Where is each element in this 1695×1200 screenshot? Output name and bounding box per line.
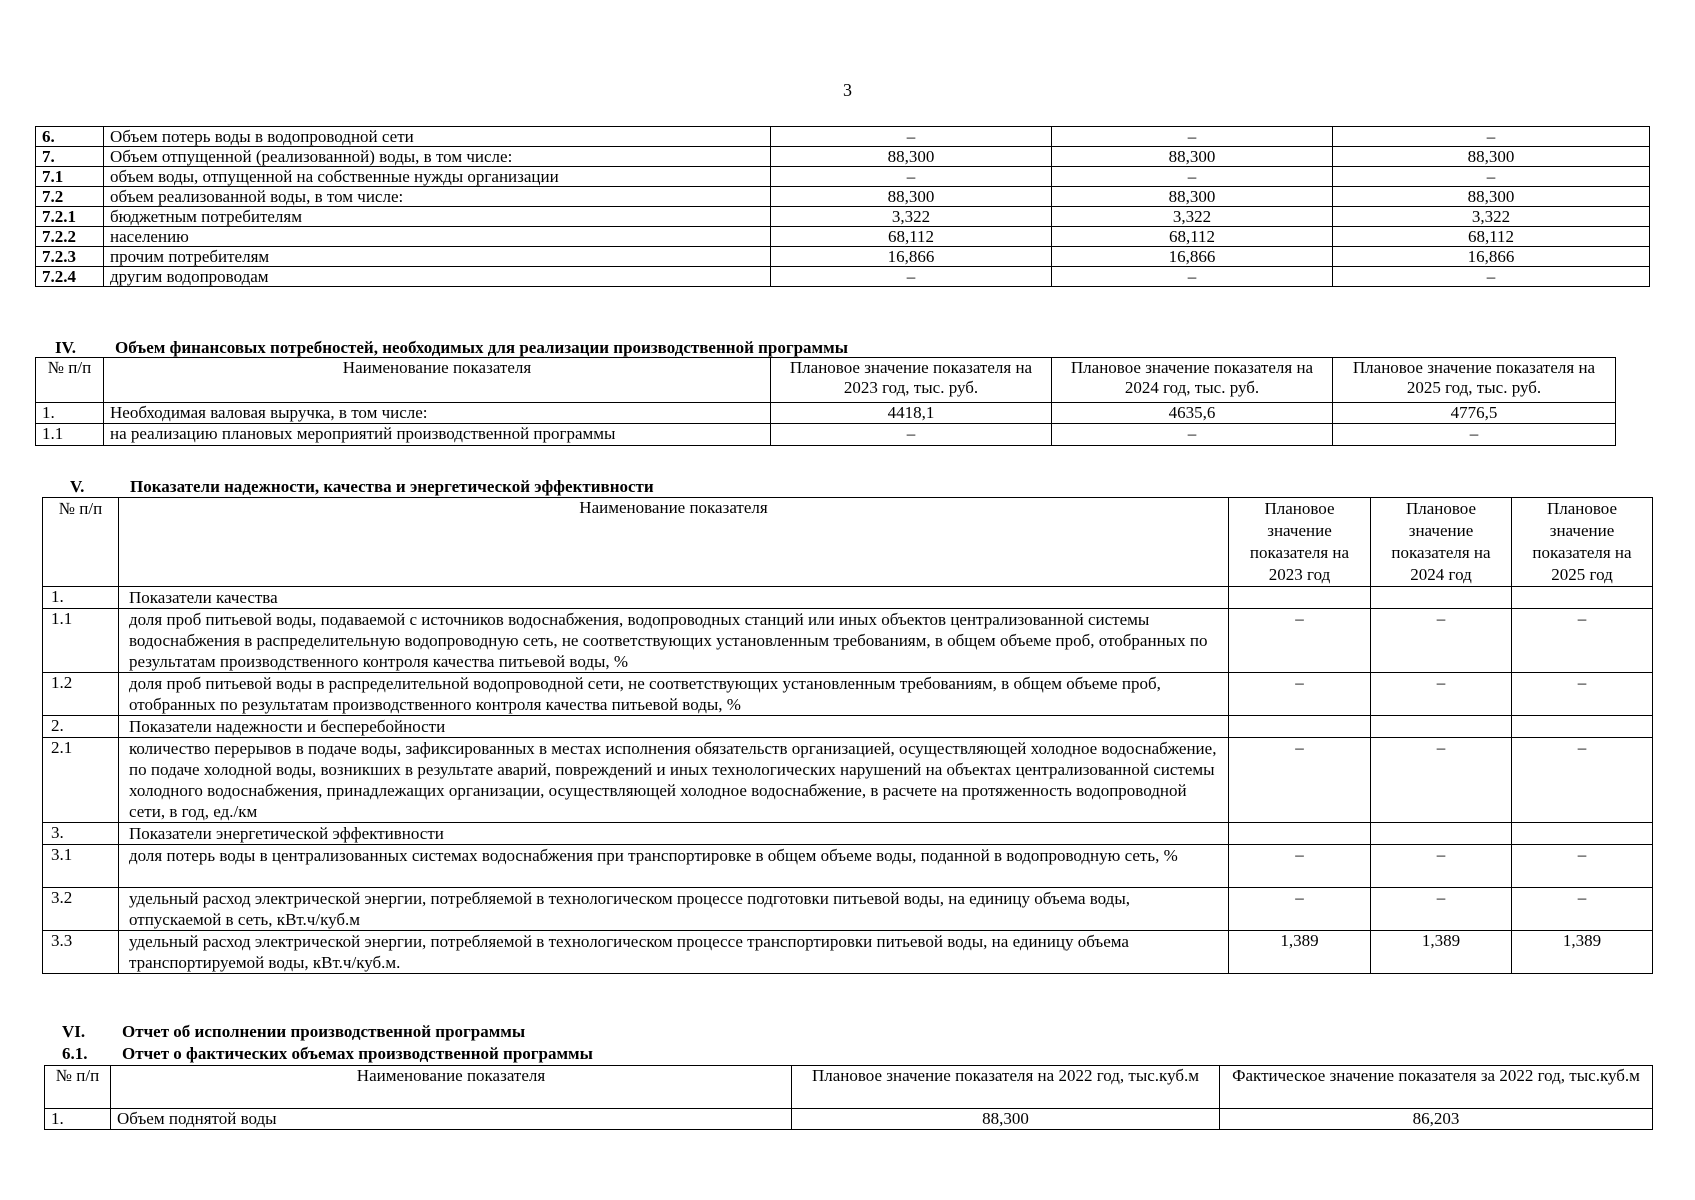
row-name: Показатели качества [119,587,1229,609]
row-name: Показатели энергетической эффективности [119,823,1229,845]
value-2024: 1,389 [1371,931,1512,974]
row-number: 1. [43,587,119,609]
table-row [43,716,1653,738]
value-2023 [1229,823,1371,845]
row-number: 7.2.3 [36,247,104,267]
reliability-header [43,498,1653,587]
section-4-heading: Объем финансовых потребностей, необходимых для реализации производственной программы [115,338,848,357]
value-2025 [1512,587,1653,609]
row-number: 1.2 [43,673,119,716]
value-2024: 4635,6 [1052,403,1333,424]
row-name: доля проб питьевой воды в распределительной водопроводной сети, не соответствующих установленным требованиям, в общем объеме проб, отобранных по результатам производственного контроля качества питьевой воды, % [119,673,1229,716]
header-name: Наименование показателя [119,498,1229,587]
table-row [43,738,1653,823]
value-2024: – [1371,609,1512,673]
table-row [36,187,1650,207]
value-2023 [1229,716,1371,738]
value-2023: – [1229,845,1371,888]
row-name: Показатели надежности и бесперебойности [119,716,1229,738]
row-number: 3.3 [43,931,119,974]
section-6-1-heading: Отчет о фактических объемах производственной программы [122,1044,593,1063]
value-2023: – [1229,609,1371,673]
value-2023: – [1229,673,1371,716]
row-name: объем реализованной воды, в том числе: [104,187,771,207]
actual-volumes-header [45,1066,1653,1109]
row-number: 7. [36,147,104,167]
row-name: Объем отпущенной (реализованной) воды, в том числе: [104,147,771,167]
row-number: 1. [36,403,104,424]
table-row [36,207,1650,227]
row-name: Объем потерь воды в водопроводной сети [104,127,771,147]
header-name: Наименование показателя [104,358,771,403]
section-4-number: IV. [55,338,76,357]
row-number: 3.1 [43,845,119,888]
value-2025: – [1512,609,1653,673]
table-row [36,227,1650,247]
row-name: количество перерывов в подаче воды, зафиксированных в местах исполнения обязательств организацией, осуществляющей холодное водоснабжение, по подаче холодной воды, возникших в результате аварий, повреждений и иных технологических нарушений на объектах централизованной системы холодного водоснабжения, принадлежащих организации, осуществляющей холодное водоснабжение, в расчете на протяженность водопроводной сети, в год, ед./км [119,738,1229,823]
row-name: удельный расход электрической энергии, потребляемой в технологическом процессе транспортировки питьевой воды, на единицу объема транспортируемой воды, кВт.ч/куб.м. [119,931,1229,974]
table-row [36,424,1616,445]
value-2024: 88,300 [1052,147,1333,167]
row-number: 1. [45,1109,111,1130]
table-row [36,167,1650,187]
table-row [36,403,1616,424]
row-number: 2.1 [43,738,119,823]
financial-needs-header [36,358,1616,403]
value-2024: – [1052,167,1333,187]
value-2025: – [1333,127,1650,147]
row-number: 1.1 [36,424,104,445]
row-name: Необходимая валовая выручка, в том числе: [104,403,771,424]
row-number: 2. [43,716,119,738]
header-2024: Плановое значение показателя на 2024 год [1371,498,1512,587]
value-2024: 68,112 [1052,227,1333,247]
header-2025: Плановое значение показателя на 2025 год [1512,498,1653,587]
value-2024: – [1371,845,1512,888]
section-6-number: VI. [62,1022,86,1041]
value-2025: – [1512,738,1653,823]
value-2025: – [1512,845,1653,888]
table-row [36,147,1650,167]
table-row [36,127,1650,147]
value-2023: 88,300 [771,147,1052,167]
value-2024: 3,322 [1052,207,1333,227]
value-2023: 68,112 [771,227,1052,247]
value-2025: 1,389 [1512,931,1653,974]
section-5-heading: Показатели надежности, качества и энергетической эффективности [130,477,654,496]
value-2024: – [1371,673,1512,716]
header-num: № п/п [43,498,119,587]
row-number: 3.2 [43,888,119,931]
table-row [43,931,1653,974]
value-2025 [1512,823,1653,845]
row-number: 1.1 [43,609,119,673]
row-number: 7.2 [36,187,104,207]
value-2024 [1371,587,1512,609]
page-number: 3 [843,80,852,100]
header-fact: Фактическое значение показателя за 2022 год, тыс.куб.м [1220,1066,1653,1109]
value-2023: – [771,167,1052,187]
financial-needs-table [35,357,1616,446]
header-name: Наименование показателя [111,1066,792,1109]
value-2024: 88,300 [1052,187,1333,207]
row-number: 6. [36,127,104,147]
row-number: 3. [43,823,119,845]
table-row [43,673,1653,716]
value-2025: 88,300 [1333,187,1650,207]
header-num: № п/п [36,358,104,403]
header-2025: Плановое значение показателя на 2025 год, тыс. руб. [1333,358,1616,403]
section-5-title [70,477,654,497]
section-6-heading: Отчет об исполнении производственной программы [122,1022,526,1041]
row-name: объем воды, отпущенной на собственные нужды организации [104,167,771,187]
value-2025: – [1512,673,1653,716]
table-row [43,823,1653,845]
value-2024: – [1052,127,1333,147]
reliability-indicators-table [42,497,1653,974]
row-number: 7.2.1 [36,207,104,227]
value-2023: – [771,267,1052,287]
value-2025: 68,112 [1333,227,1650,247]
value-2024: – [1371,888,1512,931]
table-row [43,587,1653,609]
value-2024: – [1371,738,1512,823]
row-name: другим водопроводам [104,267,771,287]
actual-volumes-table [44,1065,1653,1130]
section-6-title [62,1022,525,1042]
value-2025: 3,322 [1333,207,1650,227]
value-2025 [1512,716,1653,738]
table-row [36,247,1650,267]
table-row [43,609,1653,673]
row-name: населению [104,227,771,247]
row-name: прочим потребителям [104,247,771,267]
value-2023: – [1229,888,1371,931]
value-2023: 16,866 [771,247,1052,267]
value-fact: 86,203 [1220,1109,1653,1130]
row-name: доля проб питьевой воды, подаваемой с источников водоснабжения, водопроводных станций или иных объектов централизованной системы водоснабжения в распределительную водопроводную сеть, не соответствующих установленным требованиям, в общем объеме проб, отобранных по результатам производственного контроля качества питьевой воды, % [119,609,1229,673]
value-2023: 1,389 [1229,931,1371,974]
header-2023: Плановое значение показателя на 2023 год [1229,498,1371,587]
table-row [36,267,1650,287]
row-name: доля потерь воды в централизованных системах водоснабжения при транспортировке в общем объеме воды, поданной в водопроводную сеть, % [119,845,1229,888]
value-2023: – [771,127,1052,147]
row-name: бюджетным потребителям [104,207,771,227]
row-name: удельный расход электрической энергии, потребляемой в технологическом процессе подготовки питьевой воды, на единицу объема воды, отпускаемой в сеть, кВт.ч/куб.м [119,888,1229,931]
value-2025: 16,866 [1333,247,1650,267]
header-plan: Плановое значение показателя на 2022 год, тыс.куб.м [792,1066,1220,1109]
header-2024: Плановое значение показателя на 2024 год, тыс. руб. [1052,358,1333,403]
header-num: № п/п [45,1066,111,1109]
value-2025: 4776,5 [1333,403,1616,424]
table-row [43,888,1653,931]
value-2024 [1371,716,1512,738]
header-2023: Плановое значение показателя на 2023 год, тыс. руб. [771,358,1052,403]
value-plan: 88,300 [792,1109,1220,1130]
section-5-number: V. [70,477,85,496]
value-2023 [1229,587,1371,609]
row-number: 7.2.4 [36,267,104,287]
value-2023: 88,300 [771,187,1052,207]
row-number: 7.1 [36,167,104,187]
value-2025: 88,300 [1333,147,1650,167]
value-2024: 16,866 [1052,247,1333,267]
value-2025: – [1512,888,1653,931]
row-name: на реализацию плановых мероприятий производственной программы [104,424,771,445]
value-2024: – [1052,267,1333,287]
section-4-title [55,338,848,358]
value-2024: – [1052,424,1333,445]
value-2025: – [1333,267,1650,287]
value-2023: 4418,1 [771,403,1052,424]
value-2023: – [1229,738,1371,823]
value-2025: – [1333,424,1616,445]
value-2024 [1371,823,1512,845]
table-row [43,845,1653,888]
table-row [45,1109,1653,1130]
section-6-1-number: 6.1. [62,1044,88,1063]
value-2023: – [771,424,1052,445]
value-2023: 3,322 [771,207,1052,227]
row-number: 7.2.2 [36,227,104,247]
section-6-1-title [62,1044,593,1064]
production-volumes-table [35,126,1650,287]
value-2025: – [1333,167,1650,187]
row-name: Объем поднятой воды [111,1109,792,1130]
